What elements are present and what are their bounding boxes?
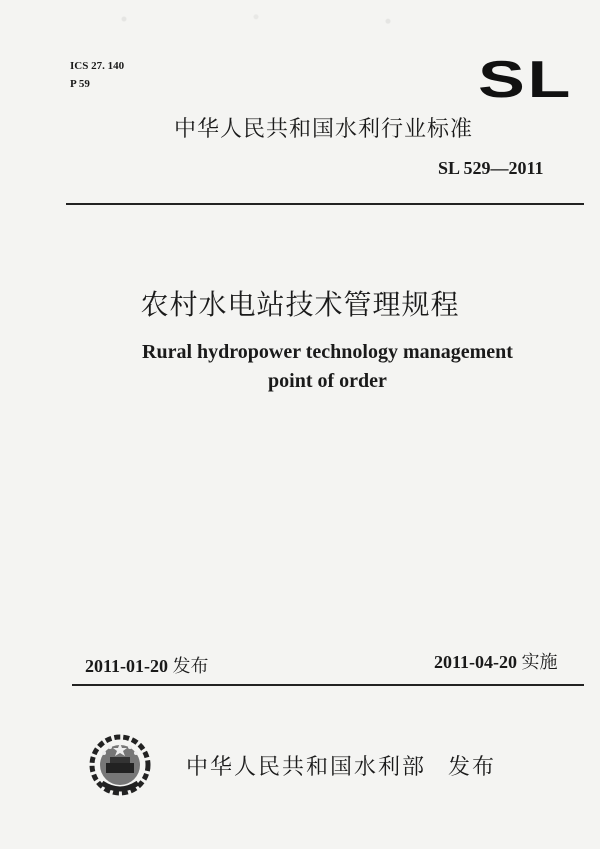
issue-info — [85, 652, 209, 678]
issue-date: 2011-01-20 — [85, 656, 168, 676]
classification-code: P 59 — [70, 77, 90, 90]
national-emblem-icon — [88, 733, 152, 799]
publisher — [186, 750, 496, 781]
title-english — [0, 338, 600, 396]
issue-label: 发布 — [172, 656, 209, 677]
implement-date: 2011-04-20 — [434, 652, 517, 672]
publisher-action: 发布 — [448, 755, 497, 780]
title-english-line1: Rural hydropower technology management — [142, 341, 513, 363]
publisher-name: 中华人民共和国水利部 — [186, 755, 427, 780]
top-divider — [66, 203, 584, 205]
title-english-line2: point of order — [268, 370, 387, 392]
scan-noise — [80, 8, 520, 30]
implement-info — [434, 648, 558, 674]
standard-number: SL 529—2011 — [438, 158, 544, 178]
classification-codes — [70, 58, 124, 93]
standard-type: 中华人民共和国水利行业标准 — [174, 117, 474, 142]
title-chinese: 农村水电站技术管理规程 — [140, 288, 460, 321]
ics-code: ICS 27. 140 — [70, 60, 125, 72]
bottom-divider — [72, 684, 584, 686]
implement-label: 实施 — [521, 652, 558, 673]
sl-logo: SL — [478, 51, 574, 109]
